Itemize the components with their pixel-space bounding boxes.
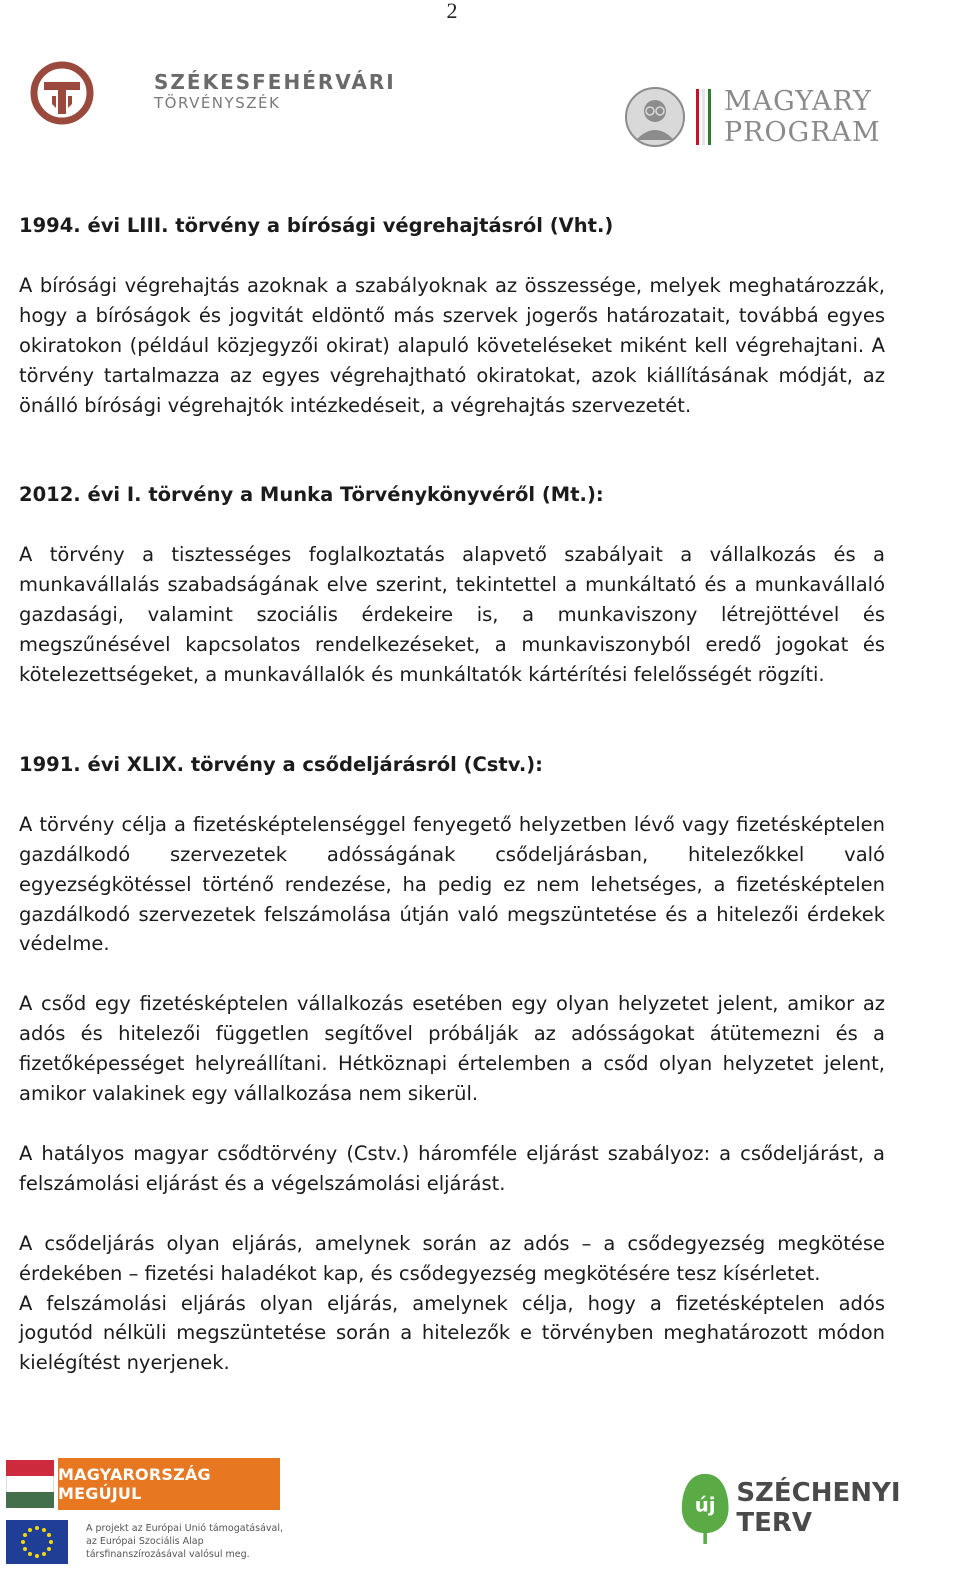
hungarian-flag-icon [6,1460,54,1508]
paragraph-cstv-bankruptcy: A csődeljárás olyan eljárás, amelynek során az adós – a csődegyezség megkötése érdekében – fizetési haladékot kap, és csődegyezség megkötésére tesz kísérletet. [19,1231,885,1285]
svg-text:új: új [694,1493,716,1517]
court-emblem-icon [30,60,94,126]
document-body [19,211,885,1378]
szechenyi-leaf-icon [680,1466,730,1550]
szechenyi-terv-logo [680,1466,960,1550]
court-logo [30,58,396,128]
magyarorszag-megujul-banner: MAGYARORSZÁG MEGÚJUL [58,1458,280,1510]
magyary-program-logo [624,86,881,148]
portrait-medallion-icon [624,86,686,148]
page-number: 2 [446,0,458,23]
paragraph-vht: A bírósági végrehajtás azoknak a szabályoknak az összessége, melyek meghatározzák, hogy a bíróságok és jogvitát eldöntő más szervek jogerős határozatait, továbbá egyes okiratokon (például közjegyzői okirat) alapuló követeléseket miként kell végrehajtani. A törvény tartalmazza az egyes végrehajtható okiratokat, azok kiállításának módját, az önálló bírósági végrehajtók intézkedéseit, a végrehajtás szervezetét. [19,273,885,417]
section-heading-vht: 1994. évi LIII. törvény a bírósági végrehajtásról (Vht.) [19,214,614,237]
court-name-line1: SZÉKESFEHÉRVÁRI [154,70,396,94]
eu-flag-icon [6,1520,68,1564]
magyary-line2: PROGRAM [724,117,881,148]
paragraph-cstv-liquidation: A felszámolási eljárás olyan eljárás, amelynek célja, hogy a fizetésképtelen adós jogutód nélküli megszüntetése során a hitelezők e törvényben meghatározott módon kielégítést nyerjenek. [19,1291,885,1375]
magyary-line1: MAGYARY [724,86,872,117]
tricolor-bars [696,89,714,145]
court-name-line2: TÖRVÉNYSZÉK [154,94,281,112]
paragraph-cstv-procedures: A hatályos magyar csődtörvény (Cstv.) háromféle eljárást szabályoz: a csődeljárást, a felszámolási eljárást és a végelszámolási eljárást. [19,1141,885,1195]
paragraph-mt: A törvény a tisztességes foglalkoztatás alapvető szabályait a vállalkozás és a munkavállalás szabadságának elve szerint, tekintettel a munkáltató és a munkavállaló gazdasági, valamint szociális érdekeire is, a munkaviszony létrejöttével és megszűnésével kapcsolatos rendelkezéseket, a munkaviszonyból eredő jogokat és kötelezettségeket, a munkavállalók és munkáltatók kártérítési felelősségét rögzíti. [19,543,885,686]
section-heading-mt: 2012. évi I. törvény a Munka Törvénykönyvéről (Mt.): [19,483,604,507]
paragraph-cstv-definition: A csőd egy fizetésképtelen vállalkozás esetében egy olyan helyzetet jelent, amikor az adós és hitelezői független segítővel próbálják az adósságokat átütemezni és a fizetőképességet helyreállítani. Hétköznapi értelemben a csőd olyan helyzetet jelent, amikor valakinek egy vállalkozása nem sikerül. [19,992,885,1106]
paragraph-cstv-purpose: A törvény célja a fizetésképtelenséggel fenyegető helyzetben lévő vagy fizetésképtelen gazdálkodó szervezetek adósságának csődeljárásban, hitelezőkkel való egyezségkötéssel történő rendezése, ha pedig ez nem lehetséges, a fizetésképtelen gazdálkodó szervezetek felszámolása útján való megszüntetése és a hitelezői érdekek védelme. [19,812,885,956]
section-heading-cstv: 1991. évi XLIX. törvény a csődeljárásról (Cstv.): [19,752,543,776]
eu-funding-text: A projekt az Európai Unió támogatásával, az Európai Szociális Alap társfinanszírozásával valósul meg. [86,1523,283,1560]
szechenyi-terv-text: SZÉCHENYI TERV [736,1478,901,1538]
